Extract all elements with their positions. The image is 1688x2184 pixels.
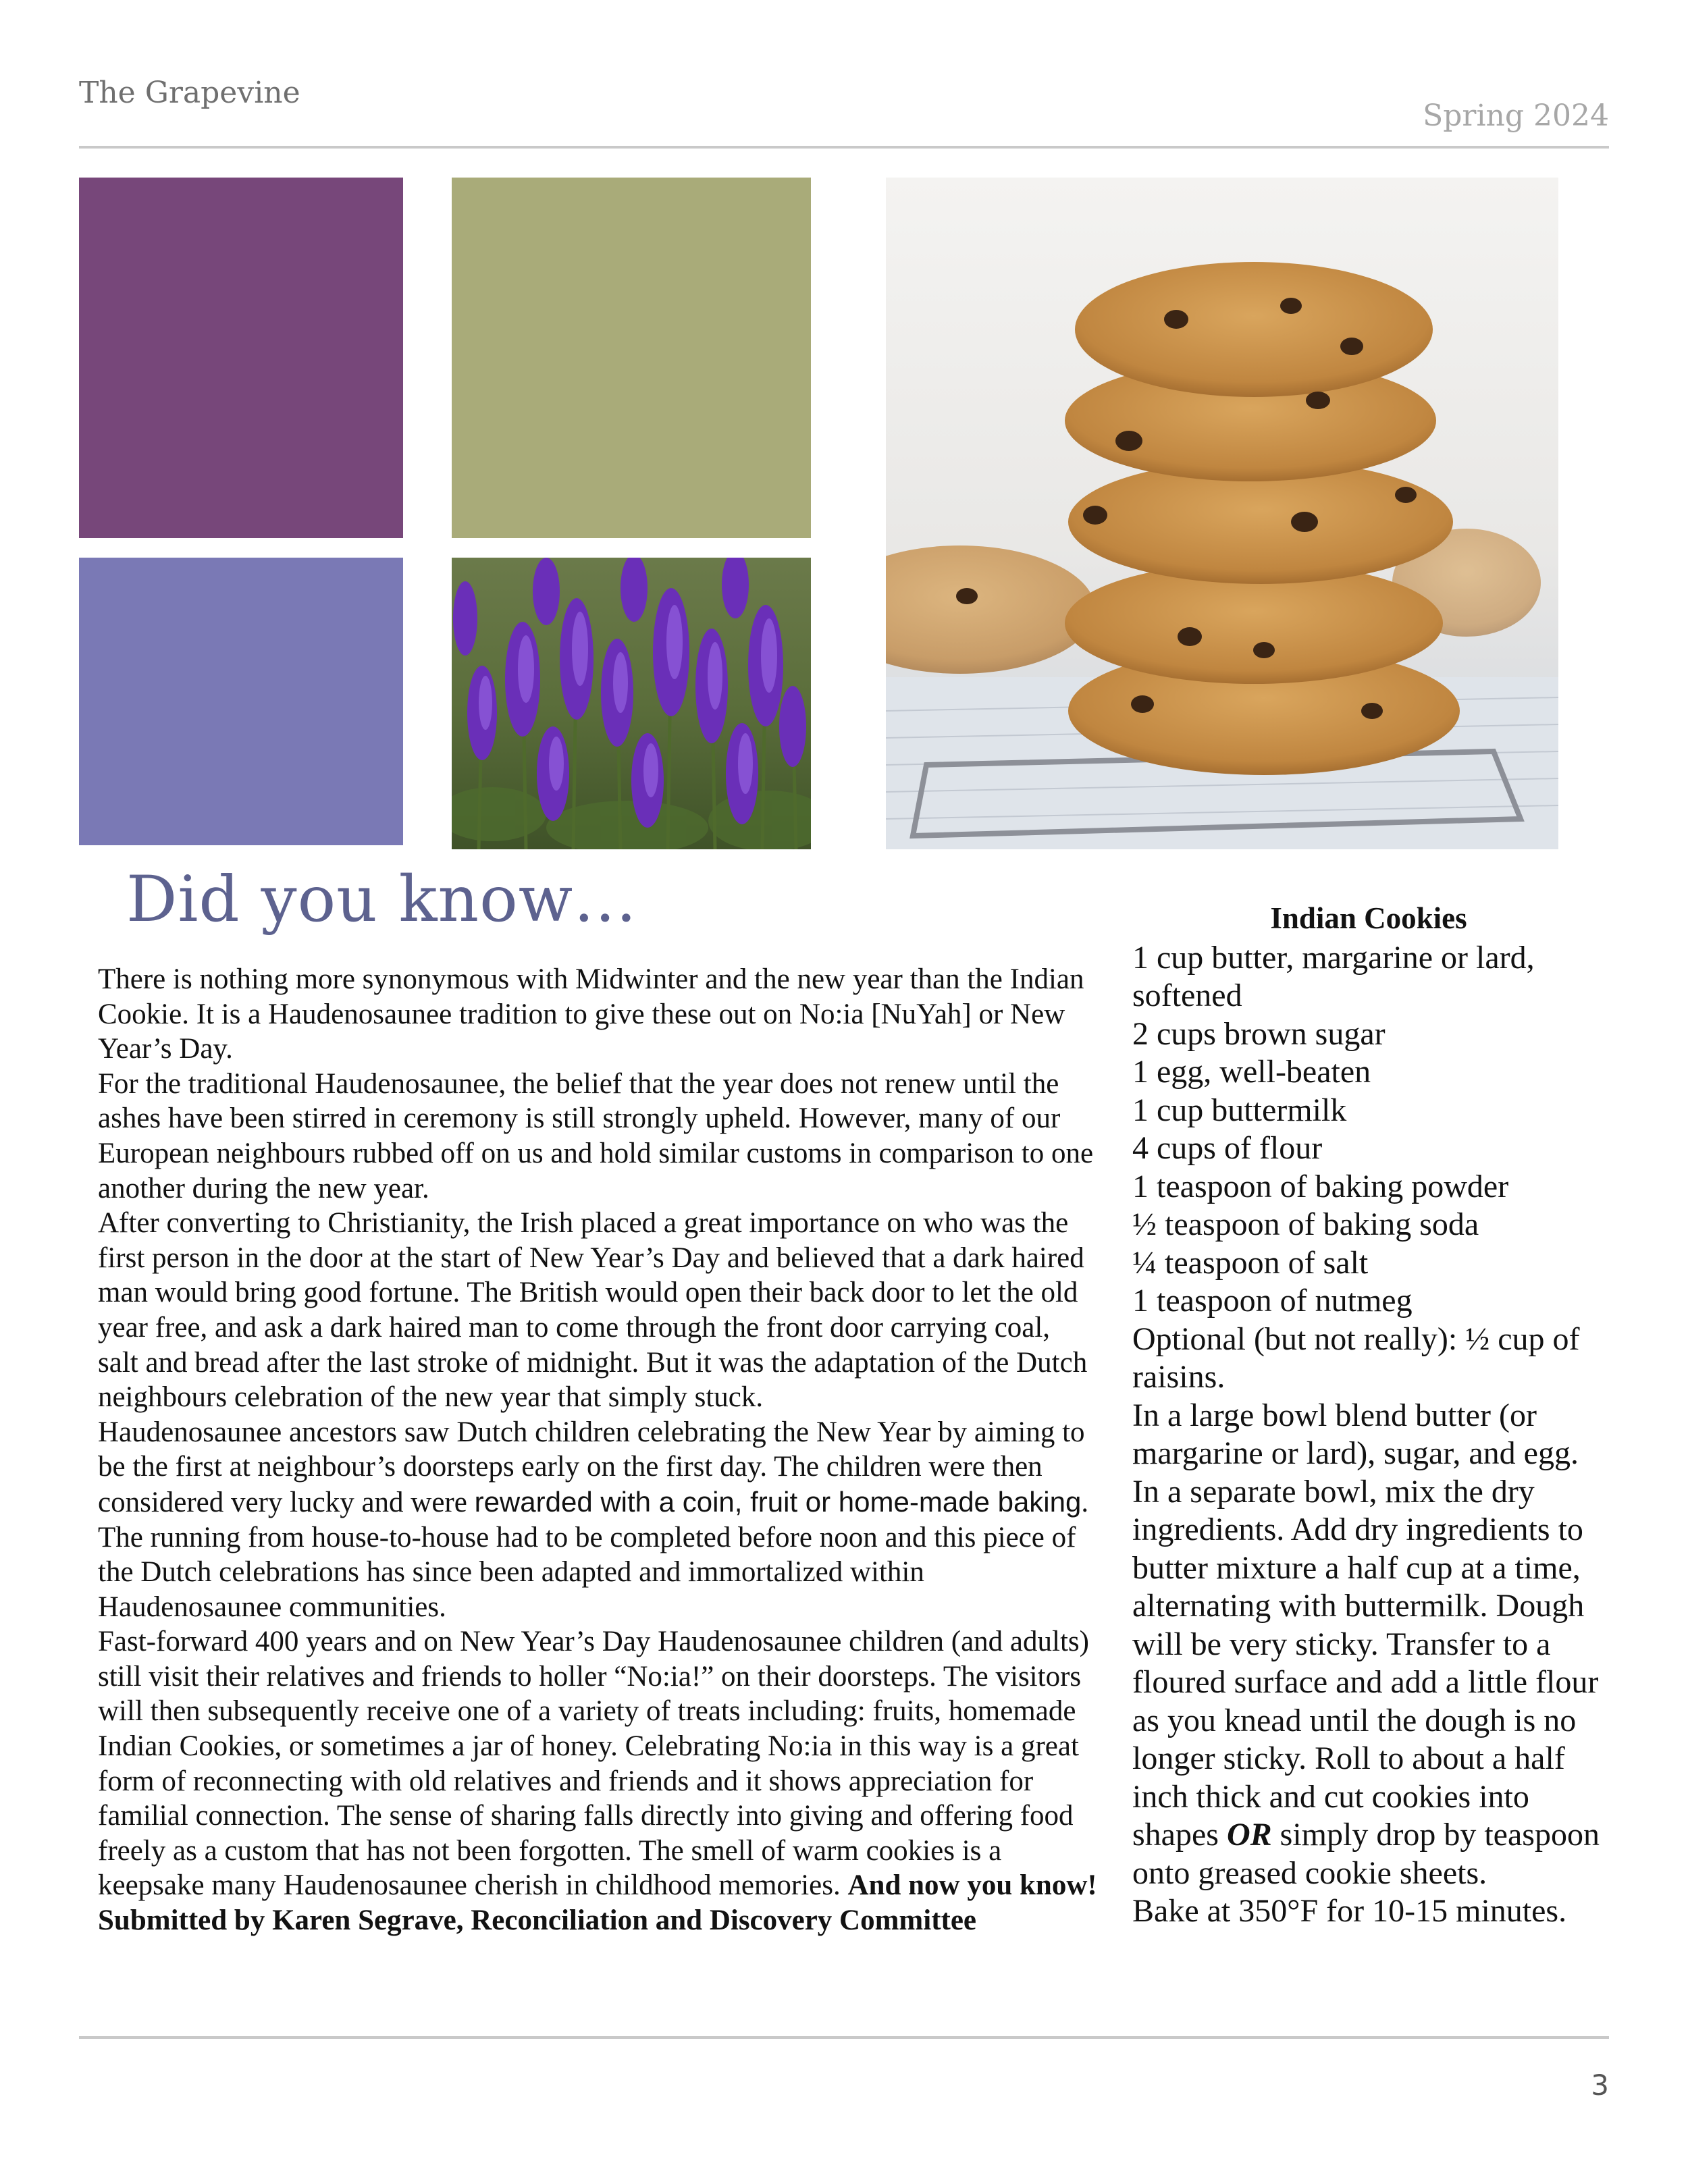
article-paragraph: For the traditional Haudenosaunee, the belief that the year does not renew until the ashes have been stirred in ceremony is still strongly upheld. However, many of our European neighbours rubbed off on us and hold similar customs in comparison to one another during the new year.	[98, 1067, 1094, 1204]
newsletter-title: The Grapevine	[79, 76, 300, 110]
purple-color-block	[79, 178, 403, 538]
cookie-stack-photo	[886, 178, 1558, 849]
footer-divider	[79, 2036, 1609, 2039]
header-divider	[79, 146, 1609, 149]
recipe-title: Indian Cookies	[1270, 901, 1467, 935]
ingredient-item: Optional (but not really): ½ cup of raisins.	[1132, 1321, 1580, 1395]
ingredient-item: ¼ teaspoon of salt	[1132, 1244, 1369, 1281]
method-text: In a large bowl blend butter (or margarine or lard), sugar, and egg. In a separate bowl, mix the dry ingredients. Add dry ingredients to butter mixture a half cup at a time, alternating with buttermilk. Dough will be very sticky. Transfer to a floured surface and add a little flour as you knead until the dough is no longer sticky. Roll to about a half inch thick and cut cookies into shapes	[1132, 1397, 1599, 1853]
submission-credit: And now you know! Submitted by Karen Segrave, Reconciliation and Discovery Committee	[98, 1869, 1097, 1937]
article-paragraph	[98, 1415, 1097, 1625]
issue-date: Spring 2024	[1423, 99, 1609, 133]
ingredient-item: 4 cups of flour	[1132, 1130, 1323, 1166]
lavender-flowers-photo	[452, 558, 811, 849]
paragraph-text: Haudenosaunee ancestors saw Dutch children celebrating the New Year by aiming to be the first at neighbour’s doorsteps early on the first day. The children were then considered very lucky and were	[98, 1416, 1085, 1518]
ingredient-item: 1 teaspoon of nutmeg	[1132, 1283, 1413, 1319]
article-paragraph: After converting to Christianity, the Irish placed a great importance on who was the first person in the door at the start of New Year’s Day and believed that a dark haired man would bring good fortune. The British would open their back door to let the old year free, and ask a dark haired man to come through the front door carrying coal, salt and bread after the last stroke of midnight. But it was the adaptation of the Dutch neighbours celebration of the new year that simply stuck.	[98, 1207, 1088, 1414]
method-text: simply drop by teaspoon onto greased cookie sheets.	[1132, 1817, 1600, 1891]
page-number: 3	[1591, 2069, 1609, 2102]
recipe-method	[1132, 1397, 1605, 1893]
paragraph-text: Fast-forward 400 years and on New Year’s Day Haudenosaunee children (and adults) still visit their relatives and friends to holler “No:ia!” on their doorsteps. The visitors will then subsequently receive one of a variety of treats including: fruits, homemade Indian Cookies, or sometimes a jar of honey. Celebrating No:ia in this way is a great form of reconnecting with old relatives and friends and it shows appreciation for familial connection. The sense of sharing falls directly into giving and offering food freely as a custom that has not been forgotten. The smell of warm cookies is a keepsake many Haudenosaunee cherish in childhood memories.	[98, 1626, 1089, 1902]
ingredient-item: 1 cup butter, margarine or lard, softened	[1132, 939, 1535, 1013]
ingredient-item: 1 teaspoon of baking powder	[1132, 1168, 1509, 1204]
bake-instruction: Bake at 350°F for 10-15 minutes.	[1132, 1893, 1567, 1929]
emphasized-text: rewarded with a coin, fruit or home-made baking	[474, 1485, 1082, 1518]
ingredient-item: 2 cups brown sugar	[1132, 1015, 1386, 1052]
ingredient-item: ½ teaspoon of baking soda	[1132, 1206, 1479, 1242]
article-paragraph: There is nothing more synonymous with Midwinter and the new year than the Indian Cookie. It is a Haudenosaunee tradition to give these out on No:ia [NuYah] or New Year’s Day.	[98, 963, 1084, 1065]
ingredient-item: 1 egg, well-beaten	[1132, 1054, 1371, 1090]
paragraph-text: . The running from house-to-house had to be completed before noon and this piece of the Dutch celebrations has since been adapted and immortalized within Haudenosaunee communities.	[98, 1486, 1089, 1623]
ingredient-item: 1 cup buttermilk	[1132, 1092, 1347, 1128]
article-heading: Did you know…	[126, 863, 638, 936]
olive-color-block	[452, 178, 811, 538]
article-body	[98, 962, 1097, 1938]
blue-color-block	[79, 558, 403, 845]
method-emphasis: OR	[1226, 1817, 1272, 1853]
article-paragraph	[98, 1624, 1097, 1938]
recipe-box	[1132, 899, 1605, 1931]
